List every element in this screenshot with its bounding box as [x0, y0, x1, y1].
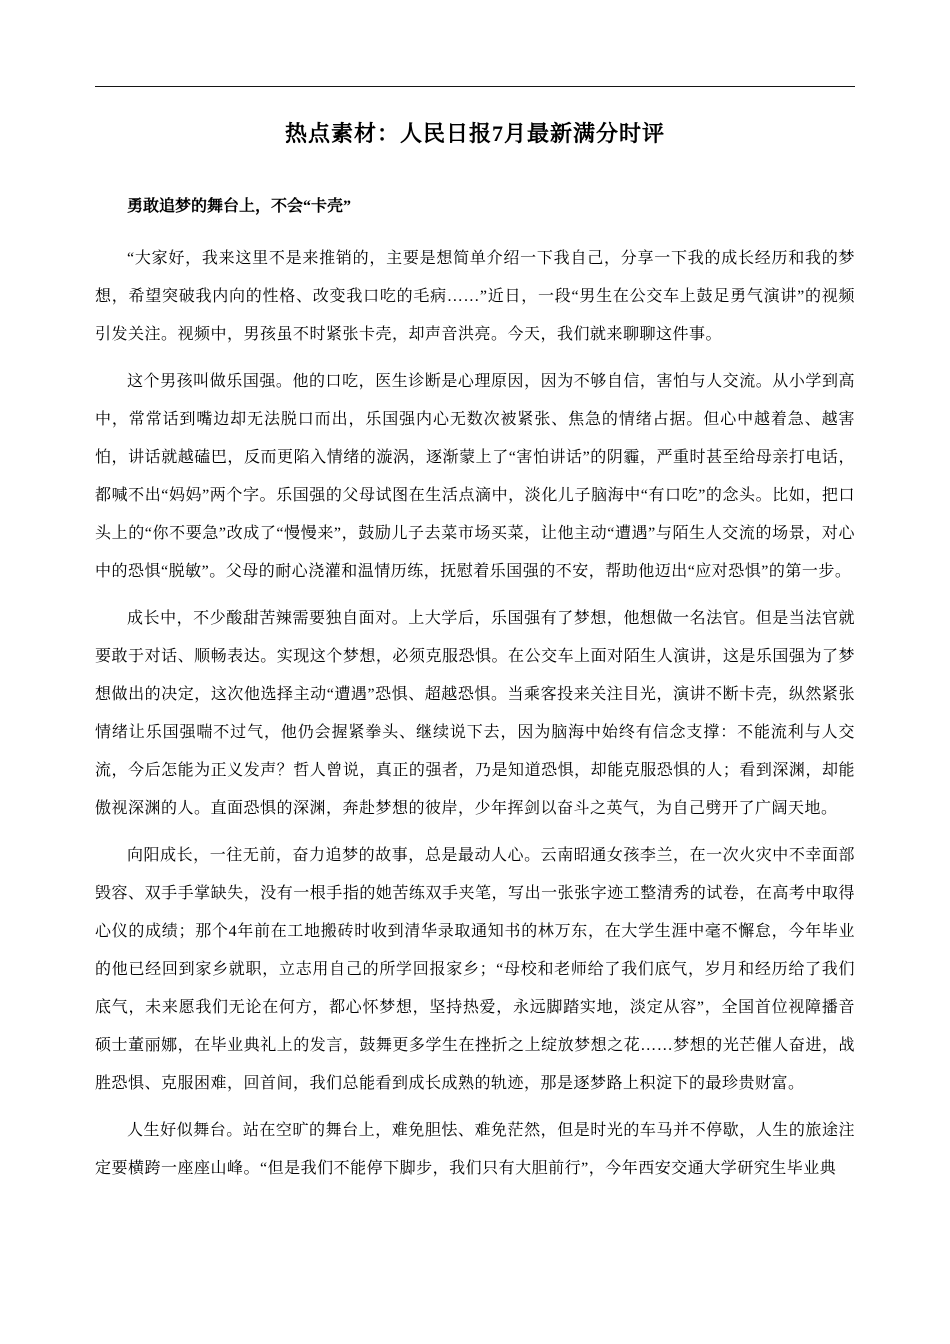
paragraph-1: “大家好，我来这里不是来推销的，主要是想简单介绍一下我自己，分享一下我的成长经历和我的梦想，希望突破我内向的性格、改变我口吃的毛病……”近日，一段“男生在公交车上鼓足勇气演讲”的视频引发关注。视频中，男孩虽不时紧张卡壳，却声音洪亮。今天，我们就来聊聊这件事。	[95, 250, 855, 343]
paragraph-4: 向阳成长，一往无前，奋力追梦的故事，总是最动人心。云南昭通女孩李兰，在一次火灾中不幸面部毁容、双手手掌缺失，没有一根手指的她苦练双手夹笔，写出一张张字迹工整清秀的试卷，在高考中取得心仪的成绩；那个4年前在工地搬砖时收到清华录取通知书的林万东，在大学生涯中毫不懈怠，今年毕业的他已经回到家乡就职，立志用自己的所学回报家乡；“母校和老师给了我们底气，岁月和经历给了我们底气，未来愿我们无论在何方，都心怀梦想，坚持热爱，永远脚踏实地，淡定从容”，全国首位视障播音硕士董丽娜，在毕业典礼上的发言，鼓舞更多学生在挫折之上绽放梦想之花……梦想的光芒催人奋进，战胜恐惧、克服困难，回首间，我们总能看到成长成熟的轨迹，那是逐梦路上积淀下的最珍贵财富。	[95, 847, 855, 1092]
document-title: 热点素材：人民日报7月最新满分时评	[284, 121, 665, 146]
paragraph-3: 成长中，不少酸甜苦辣需要独自面对。上大学后，乐国强有了梦想，他想做一名法官。但是当法官就要敢于对话、顺畅表达。实现这个梦想，必须克服恐惧。在公交车上面对陌生人演讲，这是乐国强为了梦想做出的决定，这次他选择主动“遭遇”恐惧、超越恐惧。当乘客投来关注目光，演讲不断卡壳，纵然紧张情绪让乐国强喘不过气，他仍会握紧拳头、继续说下去，因为脑海中始终有信念支撑：不能流利与人交流，今后怎能为正义发声？哲人曾说，真正的强者，乃是知道恐惧，却能克服恐惧的人；看到深渊，却能傲视深渊的人。直面恐惧的深渊，奔赴梦想的彼岸，少年挥剑以奋斗之英气，为自己劈开了广阔天地。	[95, 610, 855, 817]
header-rule	[95, 86, 855, 87]
paragraph-2: 这个男孩叫做乐国强。他的口吃，医生诊断是心理原因，因为不够自信，害怕与人交流。从小学到高中，常常话到嘴边却无法脱口而出，乐国强内心无数次被紧张、焦急的情绪占据。但心中越着急、越害怕，讲话就越磕巴，反而更陷入情绪的漩涡，逐渐蒙上了“害怕讲话”的阴霾，严重时甚至给母亲打电话，都喊不出“妈妈”两个字。乐国强的父母试图在生活点滴中，淡化儿子脑海中“有口吃”的念头。比如，把口头上的“你不要急”改成了“慢慢来”，鼓励儿子去菜市场买菜，让他主动“遭遇”与陌生人交流的场景，对心中的恐惧“脱敏”。父母的耐心浇灌和温情历练，抚慰着乐国强的不安，帮助他迈出“应对恐惧”的第一步。	[95, 373, 855, 580]
section-heading: 勇敢追梦的舞台上，不会“卡壳”	[127, 198, 352, 215]
paragraph-5: 人生好似舞台。站在空旷的舞台上，难免胆怯、难免茫然，但是时光的车马并不停歇，人生的旅途注定要横跨一座座山峰。“但是我们不能停下脚步，我们只有大胆前行”，今年西安交通大学研究生毕业典	[95, 1122, 855, 1177]
